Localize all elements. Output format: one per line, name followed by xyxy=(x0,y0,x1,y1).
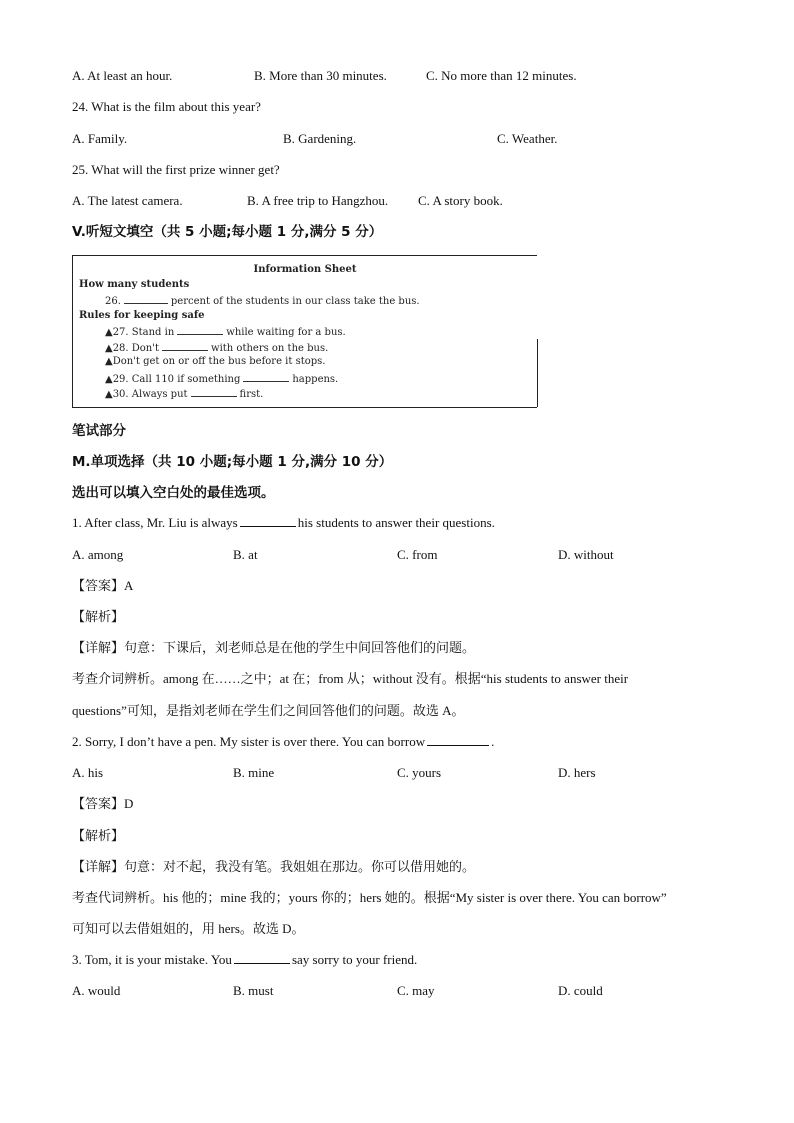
q3-question: 3. Tom, it is your mistake. You say sorry to your friend. xyxy=(72,952,418,967)
q2-analysis-label: 【解析】 xyxy=(72,828,125,843)
q24-option-b: B. Gardening. xyxy=(283,131,357,146)
q1-detail: 【详解】句意：下课后，刘老师总是在他的学生中间回答他们的问题。 xyxy=(72,640,476,655)
blank-28[interactable] xyxy=(162,341,208,351)
sheet-heading-students: How many students xyxy=(79,279,190,290)
q2-option-a[interactable]: A. his xyxy=(72,765,104,780)
q23-option-c: C. No more than 12 minutes. xyxy=(426,68,577,83)
q1-option-a[interactable]: A. among xyxy=(72,547,124,562)
sheet-title: Information Sheet xyxy=(253,264,357,275)
q24-option-c: C. Weather. xyxy=(497,131,558,146)
q3-option-a[interactable]: A. would xyxy=(72,983,121,998)
q2-answer: 【答案】D xyxy=(72,796,134,811)
q2-detail: 【详解】句意：对不起，我没有笔。我姐姐在那边。你可以借用她的。 xyxy=(72,859,476,874)
q2-option-d[interactable]: D. hers xyxy=(558,765,596,780)
q1-option-b[interactable]: B. at xyxy=(233,547,258,562)
sheet-heading-rules: Rules for keeping safe xyxy=(79,310,205,321)
q1-analysis-label: 【解析】 xyxy=(72,609,125,624)
q3-blank[interactable] xyxy=(234,951,290,964)
sheet-item-27: ▲27. Stand in while waiting for a bus. xyxy=(105,327,346,338)
sheet-item-30: ▲30. Always put first. xyxy=(105,389,264,400)
q24-option-a: A. Family. xyxy=(72,131,128,146)
q1-question: 1. After class, Mr. Liu is always his students to answer their questions. xyxy=(72,515,495,530)
q25-option-a: A. The latest camera. xyxy=(72,193,183,208)
q1-blank[interactable] xyxy=(240,514,296,527)
instruction: 选出可以填入空白处的最佳选项。 xyxy=(72,485,275,501)
section-5-title: V.听短文填空（共 5 小题;每小题 1 分,满分 5 分） xyxy=(72,224,383,240)
sheet-item-rule: ▲Don't get on or off the bus before it stops. xyxy=(105,356,326,367)
sheet-item-28: ▲28. Don't with others on the bus. xyxy=(105,343,329,354)
q24-question: 24. What is the film about this year? xyxy=(72,99,261,114)
q3-option-c[interactable]: C. may xyxy=(397,983,435,998)
blank-30[interactable] xyxy=(191,387,237,397)
q25-question: 25. What will the first prize winner get? xyxy=(72,162,280,177)
q23-option-a: A. At least an hour. xyxy=(72,68,173,83)
q1-explain-2: questions”可知，是指刘老师在学生们之间回答他们的问题。故选 A。 xyxy=(72,703,465,718)
sheet-item-26: 26. percent of the students in our class take the bus. xyxy=(105,296,420,307)
q3-option-d[interactable]: D. could xyxy=(558,983,603,998)
section-6-title: M.单项选择（共 10 小题;每小题 1 分,满分 10 分） xyxy=(72,454,393,470)
q25-option-c: C. A story book. xyxy=(418,193,503,208)
q1-explain-1: 考查介词辨析。among 在……之中；at 在；from 从；without 没有。根据“his students to answer their xyxy=(72,671,629,686)
blank-29[interactable] xyxy=(243,372,289,382)
q23-option-b: B. More than 30 minutes. xyxy=(254,68,387,83)
q1-answer: 【答案】A xyxy=(72,578,134,593)
q2-blank[interactable] xyxy=(427,733,489,746)
q2-question: 2. Sorry, I don’t have a pen. My sister is over there. You can borrow . xyxy=(72,734,495,749)
blank-26[interactable] xyxy=(124,294,168,304)
sheet-item-29: ▲29. Call 110 if something happens. xyxy=(105,374,339,385)
q25-option-b: B. A free trip to Hangzhou. xyxy=(247,193,389,208)
q2-explain-1: 考查代词辨析。his 他的；mine 我的；yours 你的；hers 她的。根据“My sister is over there. You can borrow” xyxy=(72,890,667,905)
q1-option-c[interactable]: C. from xyxy=(397,547,438,562)
q2-option-c[interactable]: C. yours xyxy=(397,765,442,780)
q2-option-b[interactable]: B. mine xyxy=(233,765,275,780)
q3-option-b[interactable]: B. must xyxy=(233,983,274,998)
blank-27[interactable] xyxy=(177,325,223,335)
information-sheet xyxy=(72,255,537,408)
written-part-heading: 笔试部分 xyxy=(72,423,126,439)
q2-explain-2: 可知可以去借姐姐的，用 hers。故选 D。 xyxy=(72,921,305,936)
q1-option-d[interactable]: D. without xyxy=(558,547,614,562)
